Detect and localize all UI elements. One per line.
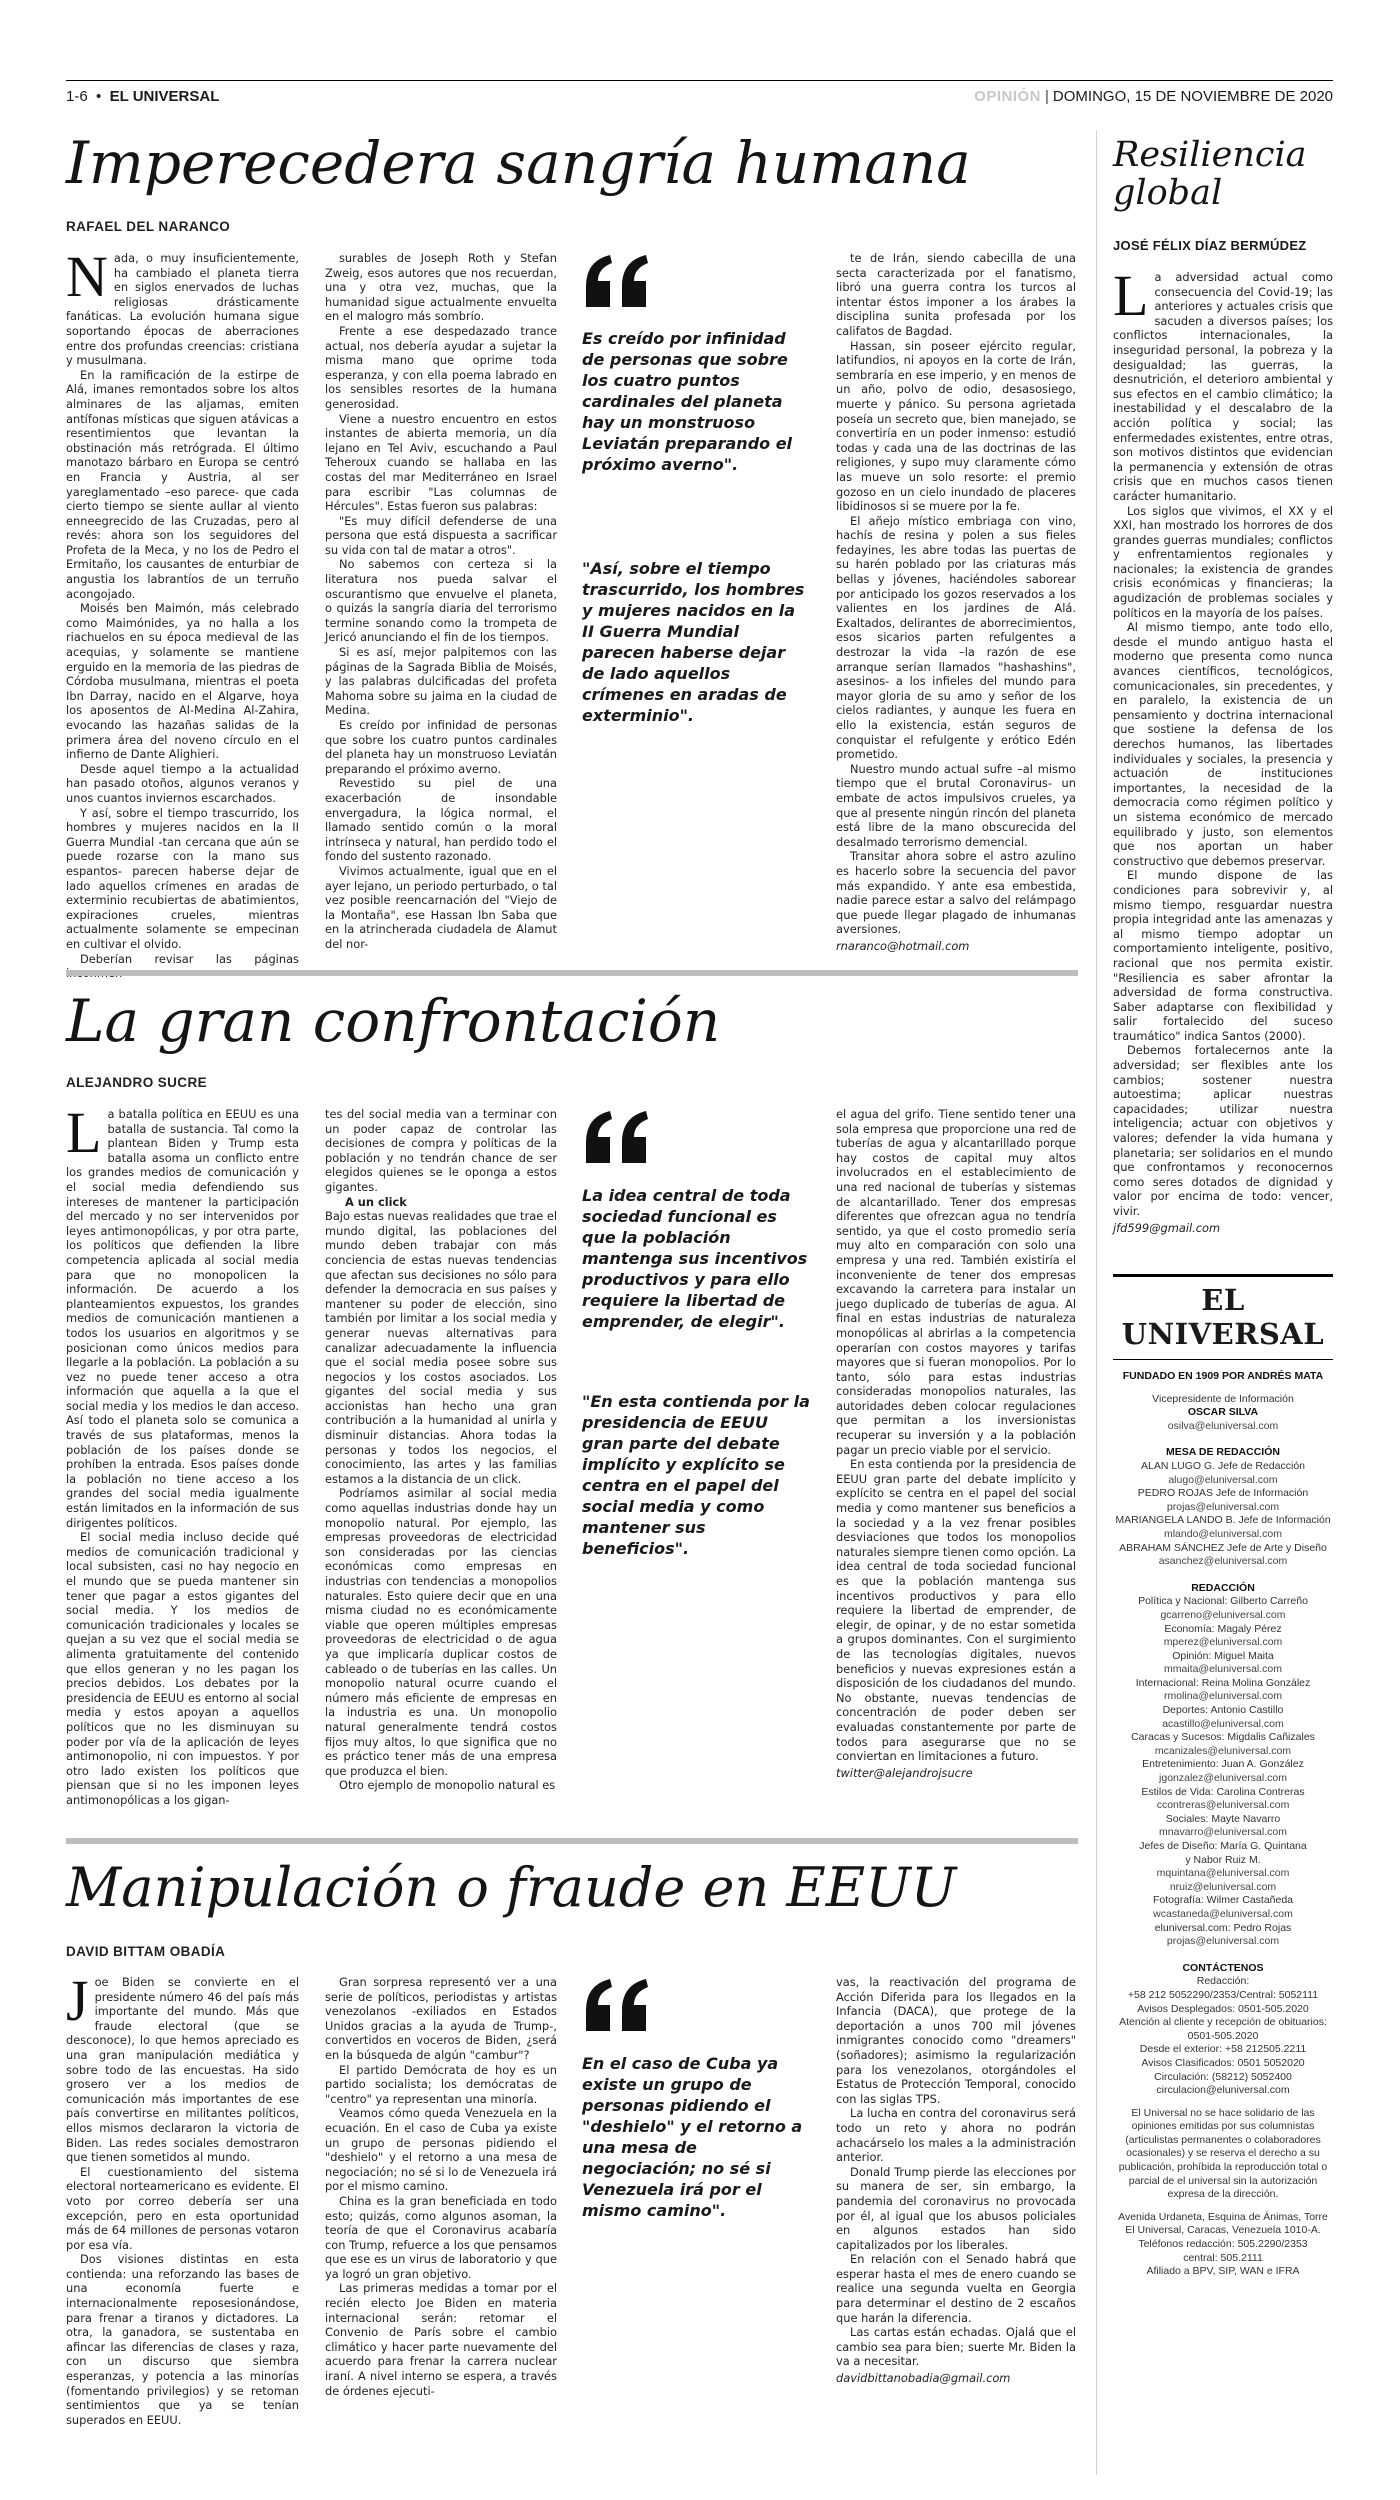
- paragraph: el agua del grifo. Tiene sentido tener una sola empresa que proporcione una red de tuberías de agua y alcantarillado porque hay costos de capital muy altos involucrados en el establecimiento de una red nacional de tuberías y sistemas de alcantarillado. Tener dos empresas diferentes que ofrezcan agua no tendría sentido, ya que el costo promedio sería muy alto en comparación con solo una empresa y una red. También existiría el inconveniente de tener dos empresas excavando la carretera para instalar un juego duplicado de tuberías de agua. Al final en estas industrias de naturaleza monopólicas al abrirlas a la competencia operarían con costos mayores y tarifas mayores que si fueran monopolios. Por lo tanto, sólo para estas industrias consideradas monopolios naturales, las autoridades deben colocar regulaciones que permitan a los inversionistas recuperar su inversión y a la población pagar un precio viable por el servicio.: [836, 1107, 1076, 1457]
- paragraph: El añejo místico embriaga con vino, hachís de resina y polen a sus fieles fedayines, les abre todas las puertas de su harén poblado por las criaturas más bellas y jóvenes, haciéndoles saborear por anticipado los gozos reservados a los valientes en los jardines de Alá. Exaltados, delirantes de aborrecimientos, esos sicarios parten refulgentes a destrozar la vida –la razón de ese arranque serían llamados "hashashins", asesinos- a los infieles del mundo para mayor gloria de su amo y señor de los cielos radiantes, y aunque les fuera en ello la existencia, están seguros de conquistar el refulgente y erótico Edén prometido.: [836, 513, 1076, 762]
- staff-line: Estilos de Vida: Carolina Contreras: [1141, 1785, 1305, 1798]
- address-list: [1113, 2211, 1333, 2279]
- article2-col2b-body: [325, 1209, 557, 1793]
- vp-email: osilva@eluniversal.com: [1167, 1419, 1279, 1432]
- staff-email: gcarreno@eluniversal.com: [1160, 1608, 1286, 1621]
- paragraph: te de Irán, siendo cabecilla de una secta caracterizada por el fanatismo, libró una guerra contra los turcos al intentar éstos imponer a los árabes la disciplina sunita profesada por los califatos de Bagdad.: [836, 251, 1076, 338]
- paragraph: Bajo estas nuevas realidades que trae el mundo digital, las poblaciones del mundo deben trabajar con más conciencia de estas nuevas tendencias que afectan sus decisiones no sólo para defender la democracia en sus países y mantener su poder de elección, sino también por limitar a los social media y generar nuevas alternativas para canalizar adecuadamente la influencia que el social media posee sobre sus negocios y los costos asociados. Los gigantes del social media y sus accionistas han hecho una gran contribución a la humanidad al unirla y disminuir distancias. Ahora todas la personas y todos los negocios, el conocimiento, las artes y las familias estamos a la distancia de un click.: [325, 1209, 557, 1486]
- article2-email: twitter@alejandrojsucre: [836, 1765, 973, 1780]
- gap: [1113, 1384, 1333, 1393]
- sidebar-body: [1113, 263, 1333, 1245]
- article1-title: Imperecedera sangría humana: [66, 129, 971, 197]
- article1-quotes: [582, 251, 810, 951]
- staff-line: ABRAHAM SÁNCHEZ Jefe de Arte y Diseño: [1119, 1541, 1327, 1554]
- gap: [1113, 2098, 1333, 2107]
- masthead-logo: EL UNIVERSAL: [1121, 1283, 1325, 1351]
- paragraph: surables de Joseph Roth y Stefan Zweig, esos autores que nos recuerdan, una y otra vez, muchas, que la humanidad sigue actualmente envuelta en el malogro más sombrío.: [325, 251, 557, 324]
- paragraph: Moisés ben Maimón, más celebrado como Maimónides, ya no halla a los riachuelos en su época medieval de las acequias, y solamente se mantiene erguido en la memoria de las piedras de Córdoba musulmana, mientras el poeta Ibn Darray, nacido en el Algarve, hoya los aposentos de Al-Medina Al-Zahira, evocando las hazañas salidas de la primera área del noveno círculo en el infierno de Dante Alighieri.: [66, 601, 299, 762]
- article3-col4-body: [836, 1975, 1076, 2369]
- paragraph: Y así, sobre el tiempo trascurrido, los hombres y mujeres nacidos en la II Guerra Mundial -tan cercana que aún se puede rozarse con la mano sus espantos- parecen haberse dejar de lado aquellos crímenes en aradas de exterminio recubiertas de abatimientos, expiraciones crueles, mientras actualmente solamente se empecinan en cultivar el olvido.: [66, 805, 299, 951]
- paragraph: Si es así, mejor palpitemos con las páginas de la Sagrada Biblia de Moisés, y las palabras dulcificadas del profeta Mahoma sobre su jaima en la ciudad de Medina.: [325, 645, 557, 718]
- gap: [1113, 1433, 1333, 1442]
- vp-name: OSCAR SILVA: [1187, 1406, 1259, 1419]
- paragraph: Gran sorpresa representó ver a una serie de políticos, periodistas y artistas venezolanos -exiliados en Estados Unidos gracias a la ayuda de Trump-, convertidos en voceros de Biden, ¿será en la búsqueda de algún "cambur"?: [325, 1975, 557, 2062]
- issue-date: DOMINGO, 15 DE NOVIEMBRE DE 2020: [1052, 88, 1333, 105]
- quote-mark-icon: [582, 1107, 652, 1165]
- masthead-info: [1113, 1370, 1333, 2279]
- masthead-founded: FUNDADO EN 1909 POR ANDRÉS MATA: [1122, 1370, 1324, 1382]
- staff-line: Caracas y Sucesos: Migdalis Cañizales: [1131, 1731, 1315, 1744]
- divider-1: [66, 970, 1078, 976]
- masthead-rule: [1113, 1359, 1333, 1360]
- article2-column-4: [836, 1107, 1076, 1823]
- paragraph: El social media incluso decide qué medios de comunicación tradicional y local subsisten, casi no hay negocio en el mundo que se pueda mantener sin tener que pagar a estos gigantes del social media. Y los medios de comunicación tradicionales y locales se quejan a su vez que el social media se alimenta gratuitamente del contenido que ellos generan y no les pagan los precios debidos. Los debates por la presidencia de EEUU es entorno al social media y estos apoyan a aquellos políticos que no les disminuyan su poder por vía de la aplicación de leyes antimonopolio, ni con impuestos. Y por otro lado existen los políticos que piensan que si no les imponen leyes antimonopólicas a los gigan-: [66, 1530, 299, 1807]
- paragraph: En la ramificación de la estirpe de Alá, imanes remontados sobre los altos alminares de las aljamas, emiten antífonas místicas que siguen atávicas a resentimientos que levantan la obstinación más retrógrada. El último manotazo bárbaro en Europa se centró en Francia y Austria, al ser yareglamentado –eso parece- que cada cierto tiempo se siente aullar al viento enneegrecido de las Cruzadas, pero al revés: ahora son los seguidores del Profeta de la Meca, y no los de Pedro el Ermitaño, los causantes de enturbiar de angustia los labrantíos de un terruño acongojado.: [66, 367, 299, 601]
- article2-title: La gran confrontación: [66, 987, 721, 1055]
- article2-column-2: [325, 1107, 557, 1823]
- paragraph: Desde aquel tiempo a la actualidad han pasado otoños, algunos veranos y unos cuantos inviernos escarchados.: [66, 761, 299, 805]
- staff-email: ccontreras@eluniversal.com: [1156, 1799, 1290, 1812]
- vp-label: Vicepresidente de Información: [1152, 1392, 1294, 1405]
- sidebar-paragraphs: [1113, 263, 1333, 1219]
- paragraph: Las primeras medidas a tomar por el recién electo Joe Biden en materia internacional serán: retomar el Convenio de París sobre el cambio climático y hacer parte nuevamente del acuerdo para frenar la carrera nuclear iraní. A nivel interno se espera, a través de órdenes ejecuti-: [325, 2281, 557, 2398]
- staff-line: Fotografía: Wilmer Castañeda: [1152, 1894, 1294, 1907]
- page-label: 1-6: [66, 88, 88, 105]
- article3-byline: DAVID BITTAM OBADÍA: [66, 1944, 226, 1959]
- staff-line: Sociales: Mayte Navarro: [1165, 1812, 1281, 1825]
- quote-mark-icon: [582, 1975, 652, 2033]
- sidebar-dropcap: L: [1113, 263, 1149, 328]
- staff-email: mnavarro@eluniversal.com: [1159, 1826, 1287, 1839]
- paragraph: a adversidad actual como consecuencia del Covid-19; las anteriores y actuales crisis que sacuden a diversos países; los conflictos internacionales, la inseguridad personal, la pobreza y la desigualdad; las guerras, la desnutrición, el deterioro ambiental y sus efectos en el cambio climático; la inestabilidad y el descalabro de la acción política y social; las enfermedades existentes, entre otras, son motivos distintos que evidencian la permanencia y extensión de otras crisis que en muchos casos tienen carácter humanitario.: [1113, 270, 1333, 503]
- staff-email: projas@eluniversal.com: [1166, 1500, 1280, 1513]
- staff-email: mcanizales@eluniversal.com: [1154, 1744, 1292, 1757]
- info-line: circulacion@eluniversal.com: [1156, 2084, 1290, 2097]
- paragraph: Otro ejemplo de monopolio natural es: [339, 1778, 556, 1793]
- paragraph: El cuestionamiento del sistema electoral norteamericano es evidente. El voto por correo debería ser una excepción, pero en esta oportunidad más de 64 millones de personas votaron por esa vía.: [66, 2164, 299, 2252]
- article3-dropcap: J: [66, 1968, 89, 2033]
- paragraph: Debemos fortalecernos ante la adversidad; ser flexibles ante los cambios; sostener nuestra autoestima; aplicar nuestras capacidades; utilizar nuestra inteligencia; actuar con objetivos y valores; defender la vida humana y planetaria; ser solidarios en el mundo que confrontamos y reconocernos como seres dotados de dignidad y valor por encima de todo: vencer, vivir.: [1113, 1043, 1333, 1218]
- info-line: 0501-505.2020: [1187, 2029, 1259, 2042]
- paragraph: Revestido su piel de una exacerbación de insondable envergadura, la lógica normal, el llamado sentido común o la moral intrínseca y natural, han perdido todo el fondo del sustento razonado.: [325, 776, 557, 864]
- masthead: [1113, 1283, 1333, 2279]
- article3-title: Manipulación o fraude en EEUU: [66, 1856, 957, 1919]
- paragraph: Las cartas están echadas. Ojalá que el cambio sea para bien; suerte Mr. Biden la va a necesitar.: [836, 2325, 1076, 2369]
- article1-column-1: [66, 244, 299, 966]
- header-left: [66, 88, 219, 105]
- staff-email: jgonzalez@eluniversal.com: [1159, 1772, 1287, 1785]
- redaccion-list: [1113, 1595, 1333, 1948]
- article3-quotes: [582, 1975, 810, 2475]
- article2-quote-1: La idea central de toda sociedad funcional es que la población mantenga sus incentivos productivos y para ello requiere la libertad de emprender, de elegir".: [582, 1186, 808, 1331]
- staff-email: nruiz@eluniversal.com: [1169, 1880, 1277, 1893]
- article1-email: rnaranco@hotmail.com: [836, 938, 970, 953]
- article1-quote-1: Es creído por infinidad de personas que sobre los cuatro puntos cardinales del planeta hay un monstruoso Leviatán preparando el próximo averno".: [582, 329, 793, 474]
- mesa-list: [1113, 1460, 1333, 1569]
- article3-col2-body: [325, 1975, 557, 2398]
- paragraph: Nuestro mundo actual sufre –al mismo tiempo que el brutal Coronavirus- un embate de actos impulsivos crueles, ya que al presente ningún rincón del planeta está libre de la mano obscurecida del desalmado terrorismo demencial.: [836, 761, 1076, 849]
- paragraph: Hassan, sin poseer ejército regular, latifundios, ni apoyos en la corte de Irán, sembraría en ese imperio, y en menos de un año, polvo de odio, desasosiego, muerte y pánico. Su persona agrietada poseía un secreto que, bien manejado, se convertiría en un poder inmenso: estudió todas y cada una de las doctrinas de las religiones, y supo muy claramente cómo las mueve un solo resorte: el premio gozoso en un cielo inundado de placeres libidinosos si se muere por la fe.: [836, 338, 1076, 514]
- paragraph: Dos visiones distintas en esta contienda: una reforzando las bases de una economía fuerte e internacionalmente reposesionándose, para frenar a tiranos y dictadores. La otra, la ganadora, se sustentaba en afincar las diferencias de clases y raza, con un discurso que siembra esperanzas, y potencia a las minorías (fomentando privilegios) y se retoman sentimientos que ya se tenían superados en EEUU.: [66, 2252, 299, 2427]
- paragraph: Es creído por infinidad de personas que sobre los cuatro puntos cardinales del planeta hay un monstruoso Leviatán preparando el próximo averno.: [325, 718, 557, 776]
- gap: [1113, 1569, 1333, 1578]
- info-line: Afiliado a BPV, SIP, WAN e IFRA: [1146, 2265, 1300, 2278]
- paragraph: En esta contienda por la presidencia de EEUU gran parte del debate implícito y explícito se centra en el papel del social media y como mantener sus beneficios a la sociedad y a la vez frenar posibles desviaciones que todos los monopolios naturales siempre tienen como opción. La idea central de toda sociedad funcional es que la población mantenga sus incentivos productivos y para ello requiere la libertad de emprender, de elegir, de opinar, y de no estar sometida a grupos dominantes. Con el surgimiento de las tecnologías digitales, nuevos beneficios y nuevas expresiones están a disposición de los ciudadanos del mundo. No obstante, nuevas tendencias de concentración de poder deben ser evaluadas constantemente por parte de todos para asegurarse que no se conviertan en limitaciones a futuro.: [836, 1457, 1076, 1764]
- staff-line: Deportes: Antonio Castillo: [1162, 1704, 1284, 1717]
- staff-line: eluniversal.com: Pedro Rojas: [1154, 1921, 1292, 1934]
- staff-email: acastillo@eluniversal.com: [1162, 1717, 1284, 1730]
- divider-2: [66, 1838, 1078, 1844]
- info-line: Circulación: (58212) 5052400: [1154, 2070, 1292, 2083]
- paragraph: "Es muy difícil defenderse de una persona que está dispuesta a sacrificar su vida con tal de matar a otros".: [325, 513, 557, 557]
- paragraph: Al mismo tiempo, ante todo ello, desde el mundo antiguo hasta el moderno que presenta como nunca avances científicos, tecnológicos, comunicacionales, sin precedentes, y en paralelo, la existencia de un pensamiento y doctrina internacional que sostiene la defensa de los derechos humanos, las libertades individuales y sociales, la presencia y actuación de instituciones importantes, la necesidad de la democracia como régimen político y un sistema económico de mercado equilibrado y justo, son elementos que nos aportan un haber constructivo que debemos preservar.: [1113, 620, 1333, 868]
- staff-email: alugo@eluniversal.com: [1168, 1473, 1278, 1486]
- article1-column-4: [836, 251, 1076, 953]
- article3-column-4: [836, 1975, 1076, 2475]
- paragraph: tes del social media van a terminar con un poder capaz de controlar las decisiones de compra y políticas de la población y no tendrán chance de ser elegidos quienes se le oponga a estos gigantes.: [325, 1107, 557, 1194]
- page-header: [66, 88, 1333, 112]
- article3-col1-body: [66, 1968, 299, 2427]
- top-rule: [66, 80, 1333, 81]
- article2-subhead: A un click: [345, 1194, 407, 1209]
- staff-email: mlando@eluniversal.com: [1163, 1527, 1283, 1540]
- masthead-top-rule: [1113, 1274, 1333, 1277]
- paragraph: Podríamos asimilar al social media como aquellas industrias donde hay un monopolio natural. Por ejemplo, las empresas proveedoras de electricidad son consideradas por las ciencias económicas como empresas en industrias con tendencias a monopolios naturales. Esto quiere decir que en una misma ciudad no es económicamente viable que operen múltiples empresas proveedoras de electricidad o de agua ya que implicaría duplicar costos de cableado o de tuberías en las calles. Un monopolio natural ocurre cuando el número más eficiente de empresas en la industria es una. Un monopolio natural generalmente tendrá costos fijos muy altos, lo que significa que no es práctico tener más de una empresa que produzca el bien.: [325, 1486, 557, 1778]
- header-right: [974, 88, 1333, 105]
- article3-quote-1: En el caso de Cuba ya existe un grupo de personas pidiendo el "deshielo" y el retorno a una mesa de negociación; no sé si Venezuela irá por el mismo camino".: [582, 2054, 803, 2220]
- sidebar-title-line-1: Resiliencia: [1113, 135, 1307, 175]
- article2-byline: ALEJANDRO SUCRE: [66, 1075, 208, 1090]
- contact-list: [1113, 1975, 1333, 2097]
- paragraph: El mundo dispone de las condiciones para sobrevivir y, al mismo tiempo, resguardar nuestra propia integridad ante las amenazas y al mismo tiempo adoptar un comportamiento inteligente, positivo, racional que nos permita existir. "Resiliencia es saber afrontar la adversidad de forma constructiva. Saber adaptarse con flexibilidad y salir fortalecido del suceso traumático" indica Santos (2000).: [1113, 868, 1333, 1043]
- article1-byline: RAFAEL DEL NARANCO: [66, 219, 231, 234]
- paper-name: EL UNIVERSAL: [109, 88, 220, 105]
- article1-col2-body: [325, 251, 557, 952]
- article1-dropcap: N: [66, 244, 108, 309]
- paragraph: China es la gran beneficiada en todo esto; quizás, como algunos asoman, la teoría de que el Coronavirus acabaría con Trump, refuerce a los que pensamos que ese es un virus de laboratorio y que ya logró un gran objetivo.: [325, 2193, 557, 2281]
- paragraph: Transitar ahora sobre el astro azulino es hacerlo sobre la secuencia del pavor más expandido. Y ante esa embestida, nadie parece estar a salvo del relámpago que puede llegar plagado de inhumanas aversiones.: [836, 849, 1076, 937]
- article1-col1-body: [66, 244, 299, 981]
- contact-heading: CONTÁCTENOS: [1182, 1961, 1264, 1974]
- paragraph: vas, la reactivación del programa de Acción Diferida para los llegados en la Infancia (DACA), que protege de la deportación a unos 700 mil jóvenes inmigrantes conocido como "dreamers" (soñadores); asimismo la regularización para los venezolanos, otorgándoles el Estatus de Protección Temporal, conocido con las siglas TPS.: [836, 1975, 1076, 2106]
- paragraph: En relación con el Senado habrá que esperar hasta el mes de enero cuando se realice una segunda vuelta en Georgia para determinar el destino de 2 escaños que harán la diferencia.: [836, 2252, 1076, 2325]
- info-line: +58 212 5052290/2353/Central: 5052111: [1127, 1988, 1319, 2001]
- paragraph: No sabemos con certeza si la literatura nos pueda salvar el oscurantismo que envuelve el planeta, o quizás la sangría diaria del terrorismo termine sonando como la trompeta de Jericó anunciando el fin de los tiempos.: [325, 557, 557, 645]
- article1-column-2: [325, 251, 557, 951]
- article2-col4-body: [836, 1107, 1076, 1764]
- info-line: Teléfonos redacción: 505.2290/2353: [1138, 2238, 1308, 2251]
- redaccion-heading: REDACCIÓN: [1191, 1581, 1255, 1594]
- staff-line: PEDRO ROJAS Jefe de Información: [1137, 1487, 1309, 1500]
- quote-mark-icon: [582, 251, 652, 309]
- staff-email: wcastaneda@eluniversal.com: [1153, 1907, 1293, 1920]
- article1-quote-2: "Así, sobre el tiempo trascurrido, los hombres y mujeres nacidos en la II Guerra Mundial parecen haberse dejar de lado aquellos crímenes en aradas de exterminio".: [582, 559, 805, 725]
- paragraph: La lucha en contra del coronavirus será todo un reto y ahora no podrán achacárselo los males a la administración anterior.: [836, 2106, 1076, 2165]
- article2-quotes: [582, 1107, 810, 1823]
- article3-column-1: [66, 1968, 299, 2475]
- sidebar-byline: JOSÉ FÉLIX DÍAZ BERMÚDEZ: [1113, 238, 1307, 253]
- article2-col2-body: [325, 1107, 557, 1195]
- article2-col1-body: [66, 1100, 299, 1808]
- staff-line: Economía: Magaly Pérez: [1164, 1622, 1282, 1635]
- staff-line: MARIANGELA LANDO B. Jefe de Información: [1115, 1514, 1331, 1527]
- staff-email: mmaita@eluniversal.com: [1163, 1663, 1283, 1676]
- article3-email: davidbittanobadia@gmail.com: [836, 2371, 1011, 2386]
- staff-line: ALAN LUGO G. Jefe de Redacción: [1141, 1459, 1305, 1472]
- article2-quote-2: "En esta contienda por la presidencia de EEUU gran parte del debate implícito y explícito se centra en el papel del social media y como mantener sus beneficios".: [582, 1392, 810, 1558]
- info-line: Atención al cliente y recepción de obituarios:: [1119, 2016, 1327, 2029]
- staff-email: projas@eluniversal.com: [1166, 1935, 1280, 1948]
- info-line: Avisos Clasificados: 0501 5052020: [1141, 2056, 1305, 2069]
- sidebar-rule: [1096, 130, 1097, 2475]
- info-line: El Universal, Caracas, Venezuela 1010-A.: [1125, 2224, 1321, 2237]
- staff-email: mquintana@eluniversal.com: [1156, 1867, 1290, 1880]
- staff-email: rmolina@eluniversal.com: [1163, 1690, 1283, 1703]
- info-line: Avenida Urdaneta, Esquina de Ánimas, Torre: [1118, 2210, 1328, 2223]
- info-line: Avisos Desplegados: 0501-505.2020: [1137, 2002, 1309, 2015]
- paragraph: Frente a ese despedazado trance actual, nos debería ayudar a sujetar la misma mano que oprime toda esperanza, y con ella poema labrado en los sensibles resortes de la humana generosidad.: [325, 323, 557, 411]
- header-bullet: •: [91, 88, 106, 105]
- paragraph: Deberían revisar las páginas: [80, 951, 299, 966]
- info-line: Redacción:: [1196, 1975, 1250, 1988]
- disclaimer: El Universal no se hace solidario de las opiniones emitidas por sus columnistas (articulistas permanentes o colaboradores ocasionales) y se reserva el derecho a su publicación, prohíbida la reproducción total o parcial de el universal sin la autorización expresa de la dirección.: [1118, 2106, 1328, 2201]
- paragraph: a batalla política en EEUU es una batalla de sustancia. Tal como la plantean Biden y Trump esta batalla asoma un conflicto entre los grandes medios de comunicación y el social media defendiendo sus intereses de mantener la participación del mercado y no ser intervenidos por leyes antimonopólicas, y por otra parte, los políticos que defienden la libre competencia aplicada al social media para que no monopolicen la información. De acuerdo a los planteamientos expuestos, los grandes medios de comunicación mantienen a todos los usuarios en algoritmos y se posicionan como únicos medios para llegarle a la población. La población a su vez no puede tener acceso a otra información que aquella a la que el social media y los medios le dan acceso. Así todo el planeta solo se comunica a través de sus plataformas, menos la población de los países donde se prohíben la entrada. Esos países donde la población no tiene acceso a los grandes del social media igualmente están limitados en la información de sus dirigentes políticos.: [66, 1107, 299, 1530]
- staff-email: mperez@eluniversal.com: [1163, 1636, 1283, 1649]
- staff-email: asanchez@eluniversal.com: [1158, 1555, 1288, 1568]
- paragraph: Los siglos que vivimos, el XX y el XXI, han mostrado los horrores de dos grandes guerras mundiales; conflictos y enfrentamientos regionales y nacionales; la existencia de grandes crisis económicas y financieras; la agudización de problemas sociales y políticos en la mayoría de los países.: [1113, 503, 1333, 620]
- paragraph: Donald Trump pierde las elecciones por su manera de ser, sin embargo, la pandemia del coronavirus no provocada por él, al igual que los abusos policiales en algunos estados han sido capitalizados por los liberales.: [836, 2164, 1076, 2252]
- paragraph: ada, o muy insuficientemente, ha cambiado el planeta tierra en siglos enervados de luchas religiosas drásticamente fanáticas. La evolución humana sigue soportando épocas de aberraciones entre dos profundas creencias: cristiana y musulmana.: [66, 251, 299, 368]
- paragraph: Veamos cómo queda Venezuela en la ecuación. En el caso de Cuba ya existe un grupo de personas pidiendo el "deshielo" y el retorno a una mesa de negociación; no sé si lo de Venezuela irá por el mismo camino.: [325, 2106, 557, 2194]
- gap: [1113, 1949, 1333, 1958]
- mesa-heading: MESA DE REDACCIÓN: [1166, 1446, 1280, 1459]
- staff-line: Entretenimiento: Juan A. González: [1142, 1758, 1304, 1771]
- sidebar-email: jfd599@gmail.com: [1113, 1220, 1221, 1235]
- paragraph: El partido Demócrata de hoy es un partido socialista; los demócratas de "centro" ya representan una minoría.: [325, 2062, 557, 2106]
- paragraph: Viene a nuestro encuentro en estos instantes de abierta memoria, un día lejano en Tel Aviv, escuchando a Paul Teheroux cuando se hallaba en las costas del mar Mediterráneo en Israel para escribir "Las columnas de Hércules". Estas fueron sus palabras:: [325, 411, 557, 514]
- info-line: Desde el exterior: +58 212505.2211: [1139, 2043, 1307, 2056]
- info-line: central: 505.2111: [1183, 2251, 1263, 2264]
- gap: [1113, 2202, 1333, 2211]
- article1-col4-body: [836, 251, 1076, 937]
- paragraph: Vivimos actualmente, igual que en el ayer lejano, un periodo perturbado, o tal vez posible reencarnación del "Viejo de la Montaña", ese Hassan Ibn Saba que en la atrincherada ciudadela de Alamut del nor-: [325, 863, 557, 951]
- header-separator: |: [1045, 88, 1049, 105]
- staff-line: Internacional: Reina Molina González: [1135, 1676, 1311, 1689]
- section-label: OPINIÓN: [974, 88, 1042, 105]
- staff-line: Política y Nacional: Gilberto Carreño: [1138, 1595, 1308, 1608]
- sidebar-title-line-2: global: [1113, 173, 1223, 213]
- paragraph: oe Biden se convierte en el presidente número 46 del país más importante del mundo. Más que fraude electoral (que se desconoce), lo que hemos apreciado es una gran manipulación mediática y sobre todo de las encuestas. Ha sido grosero ver a los medios de comunicación más importantes de ese país convertirse en militantes políticos, ellos mismos declararon la victoria de Biden. Las redes sociales demostraron que tienen sometidos al mundo.: [66, 1975, 299, 2165]
- article2-dropcap: L: [66, 1100, 102, 1165]
- sidebar-title: [1113, 136, 1307, 212]
- staff-line: Opinión: Miguel Maita: [1172, 1649, 1274, 1662]
- article2-column-1: [66, 1100, 299, 1823]
- article3-column-2: [325, 1975, 557, 2475]
- staff-line: Jefes de Diseño: María G. Quintana: [1139, 1840, 1307, 1852]
- staff-line: y Nabor Ruiz M.: [1185, 1853, 1261, 1866]
